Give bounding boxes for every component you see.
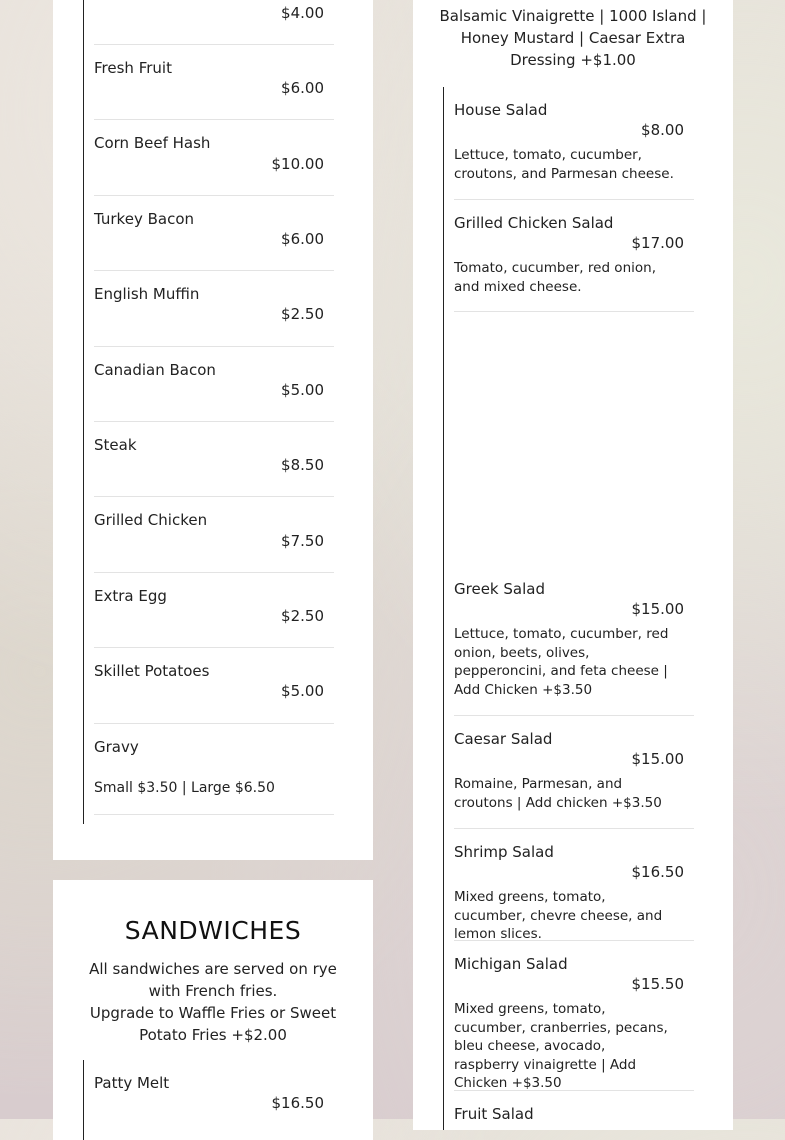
- menu-item-price: $6.00: [281, 230, 324, 248]
- menu-item-price: $5.00: [281, 381, 324, 399]
- dressing-options-note: Balsamic Vinaigrette | 1000 Island | Honey Mustard | Caesar Extra Dressing +$1.00: [439, 7, 707, 69]
- menu-item-price: $7.50: [281, 532, 324, 550]
- menu-item-name: Grilled Chicken Salad: [454, 214, 614, 232]
- menu-item-price: $15.00: [631, 750, 684, 768]
- salad-item-list: [443, 87, 704, 1130]
- menu-item-price: $16.50: [271, 1094, 324, 1112]
- menu-item: [94, 724, 334, 815]
- menu-item: [94, 422, 334, 497]
- menu-item-name: Greek Salad: [454, 580, 545, 598]
- menu-item: [94, 196, 334, 271]
- menu-item: [454, 1091, 694, 1131]
- menu-item-name: Skillet Potatoes: [94, 662, 210, 680]
- menu-item-name: House Salad: [454, 101, 548, 119]
- menu-item-description: Lettuce, tomato, cucumber, red onion, beets, olives, pepperoncini, and feta cheese | Add Chicken +$3.50: [454, 626, 669, 698]
- menu-item-name: Shrimp Salad: [454, 843, 554, 861]
- menu-item: [94, 1060, 334, 1140]
- menu-item-price: $5.00: [281, 682, 324, 700]
- menu-item-price: $15.00: [631, 600, 684, 618]
- menu-item-price: $10.00: [271, 155, 324, 173]
- section-title: SANDWICHES: [124, 916, 302, 945]
- menu-item: [454, 716, 694, 829]
- menu-item-description: Mixed greens, tomato, cucumber, chevre cheese, and lemon slices.: [454, 889, 663, 942]
- section-upgrade-note: Upgrade to Waffle Fries or Sweet Potato Fries +$2.00: [89, 1004, 337, 1044]
- menu-item-description: Lettuce, tomato, cucumber, croutons, and Parmesan cheese.: [454, 147, 674, 182]
- menu-item-price: $8.50: [281, 456, 324, 474]
- menu-item: [94, 497, 334, 573]
- menu-item: [94, 0, 334, 45]
- menu-item: [454, 87, 694, 200]
- menu-item-name: Corn Beef Hash: [94, 134, 211, 152]
- menu-item-price: $2.50: [281, 607, 324, 625]
- menu-item-name: Turkey Bacon: [94, 210, 194, 228]
- salads-menu-card: [413, 0, 733, 1130]
- menu-item-name: Gravy: [94, 738, 139, 756]
- menu-item-price: $4.00: [281, 4, 324, 22]
- menu-item: [94, 120, 334, 196]
- menu-item: [94, 573, 334, 648]
- menu-item-name: Michigan Salad: [454, 955, 568, 973]
- menu-item-description: Romaine, Parmesan, and croutons | Add chicken +$3.50: [454, 776, 662, 811]
- menu-item-description: Tomato, cucumber, red onion, and mixed cheese.: [454, 260, 656, 295]
- menu-item-description: Mixed greens, tomato, cucumber, cranberries, pecans, bleu cheese, avocado, raspberry vinaigrette | Add Chicken +$3.50: [454, 1001, 668, 1091]
- menu-item-price: $2.50: [281, 305, 324, 323]
- menu-item-description: Small $3.50 | Large $6.50: [94, 780, 275, 796]
- sandwich-item-list: [83, 1060, 344, 1140]
- menu-item-name: Patty Melt: [94, 1074, 170, 1092]
- menu-item-name: English Muffin: [94, 285, 200, 303]
- menu-item: [454, 941, 694, 1091]
- sides-menu-card: [53, 0, 373, 860]
- menu-item: [94, 271, 334, 347]
- menu-item: [94, 648, 334, 724]
- menu-item-price: $17.00: [631, 234, 684, 252]
- menu-item: [454, 566, 694, 716]
- menu-item: [94, 347, 334, 422]
- menu-item-name: Grilled Chicken: [94, 511, 208, 529]
- menu-item-price: $15.50: [631, 975, 684, 993]
- menu-item-price: $8.00: [641, 121, 684, 139]
- menu-item: [454, 200, 694, 312]
- menu-item: [454, 829, 694, 941]
- sides-item-list: [83, 0, 344, 824]
- menu-item-name: Fresh Fruit: [94, 59, 172, 77]
- menu-item-price: $16.50: [631, 863, 684, 881]
- menu-item-name: Canadian Bacon: [94, 361, 216, 379]
- menu-item: [94, 45, 334, 120]
- section-note: All sandwiches are served on rye with French fries.: [89, 960, 337, 1000]
- menu-item-name: Extra Egg: [94, 587, 167, 605]
- menu-item-name: Caesar Salad: [454, 730, 553, 748]
- menu-item-name: Steak: [94, 436, 137, 454]
- menu-item-price: $6.00: [281, 79, 324, 97]
- sandwiches-menu-card: [53, 880, 373, 1140]
- menu-item-name: Fruit Salad: [454, 1105, 534, 1123]
